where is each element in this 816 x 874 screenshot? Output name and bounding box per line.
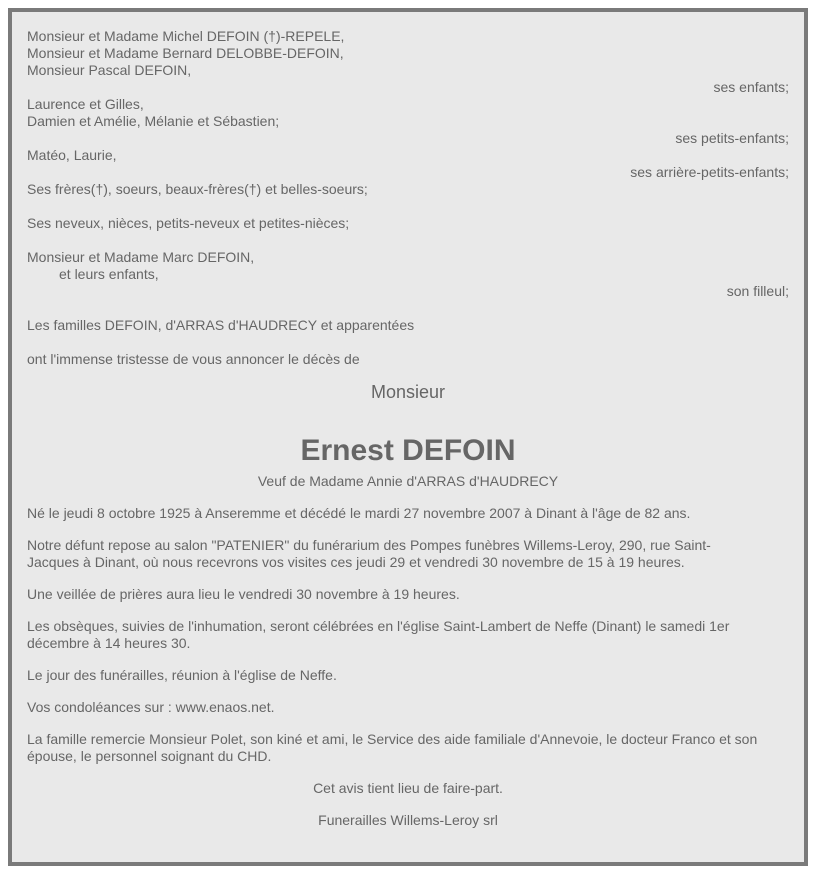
grandchildren-line-2: Damien et Amélie, Mélanie et Sébastien; (27, 113, 280, 129)
family-child-2: Monsieur et Madame Bernard DELOBBE-DEFOIN, (27, 45, 344, 61)
siblings-line: Ses frères(†), soeurs, beaux-frères(†) et belles-soeurs; (27, 181, 368, 197)
obituary-content (27, 28, 789, 829)
notice-line: Cet avis tient lieu de faire-part. (313, 780, 503, 796)
funeral-line-2: décembre à 14 heures 30. (27, 635, 191, 651)
grandchildren-line-1: Laurence et Gilles, (27, 96, 144, 112)
widower-line: Veuf de Madame Annie d'ARRAS d'HAUDRECY (257, 473, 559, 489)
families-line: Les familles DEFOIN, d'ARRAS d'HAUDRECY et apparentées (27, 317, 415, 333)
godson-line-2: et leurs enfants, (59, 266, 159, 282)
funeral-paragraph (27, 618, 789, 652)
condolences-paragraph: Vos condoléances sur : www.enaos.net. (27, 699, 275, 715)
birth-paragraph: Né le jeudi 8 octobre 1925 à Anseremme et décédé le mardi 27 novembre 2007 à Dinant à l'âge de 82 ans. (27, 505, 691, 521)
deceased-title: Monsieur (370, 382, 446, 402)
announcement-line: ont l'immense tristesse de vous annoncer le décès de (27, 351, 360, 367)
vigil-paragraph: Une veillée de prières aura lieu le vendredi 30 novembre à 19 heures. (27, 586, 460, 602)
great-grandchildren: Matéo, Laurie, (27, 147, 117, 163)
obituary-frame (8, 8, 808, 866)
godson-line-1: Monsieur et Madame Marc DEFOIN, (27, 249, 255, 265)
repose-line-1: Notre défunt repose au salon "PATENIER" du funérarium des Pompes funèbres Willems-Leroy, 290, rue Saint- (27, 537, 711, 553)
thanks-line-2: épouse, le personnel soignant du CHD. (27, 748, 272, 764)
repose-line-2: Jacques à Dinant, où nous recevrons vos visites ces jeudi 29 et vendredi 30 novembre de 15 à 19 heures. (27, 554, 685, 570)
family-child-1: Monsieur et Madame Michel DEFOIN (†)-REPELE, (27, 28, 345, 44)
godson-label: son filleul; (726, 283, 789, 299)
grandchildren-label: ses petits-enfants; (675, 130, 789, 146)
family-child-3: Monsieur Pascal DEFOIN, (27, 62, 192, 78)
nephews-line: Ses neveux, nièces, petits-neveux et petites-nièces; (27, 215, 350, 231)
funeral-line-1: Les obsèques, suivies de l'inhumation, seront célébrées en l'église Saint-Lambert de Neffe (Dinant) le samedi 1er (27, 618, 730, 634)
meeting-paragraph: Le jour des funérailles, réunion à l'église de Neffe. (27, 667, 337, 683)
great-grandchildren-label: ses arrière-petits-enfants; (630, 164, 789, 180)
children-label: ses enfants; (713, 79, 789, 95)
company-line: Funerailles Willems-Leroy srl (318, 812, 498, 828)
thanks-line-1: La famille remercie Monsieur Polet, son kiné et ami, le Service des aide familiale d'Annevoie, le docteur Franco et son (27, 731, 758, 747)
repose-paragraph (27, 537, 789, 571)
deceased-name: Ernest DEFOIN (300, 434, 516, 467)
thanks-paragraph (27, 731, 789, 765)
